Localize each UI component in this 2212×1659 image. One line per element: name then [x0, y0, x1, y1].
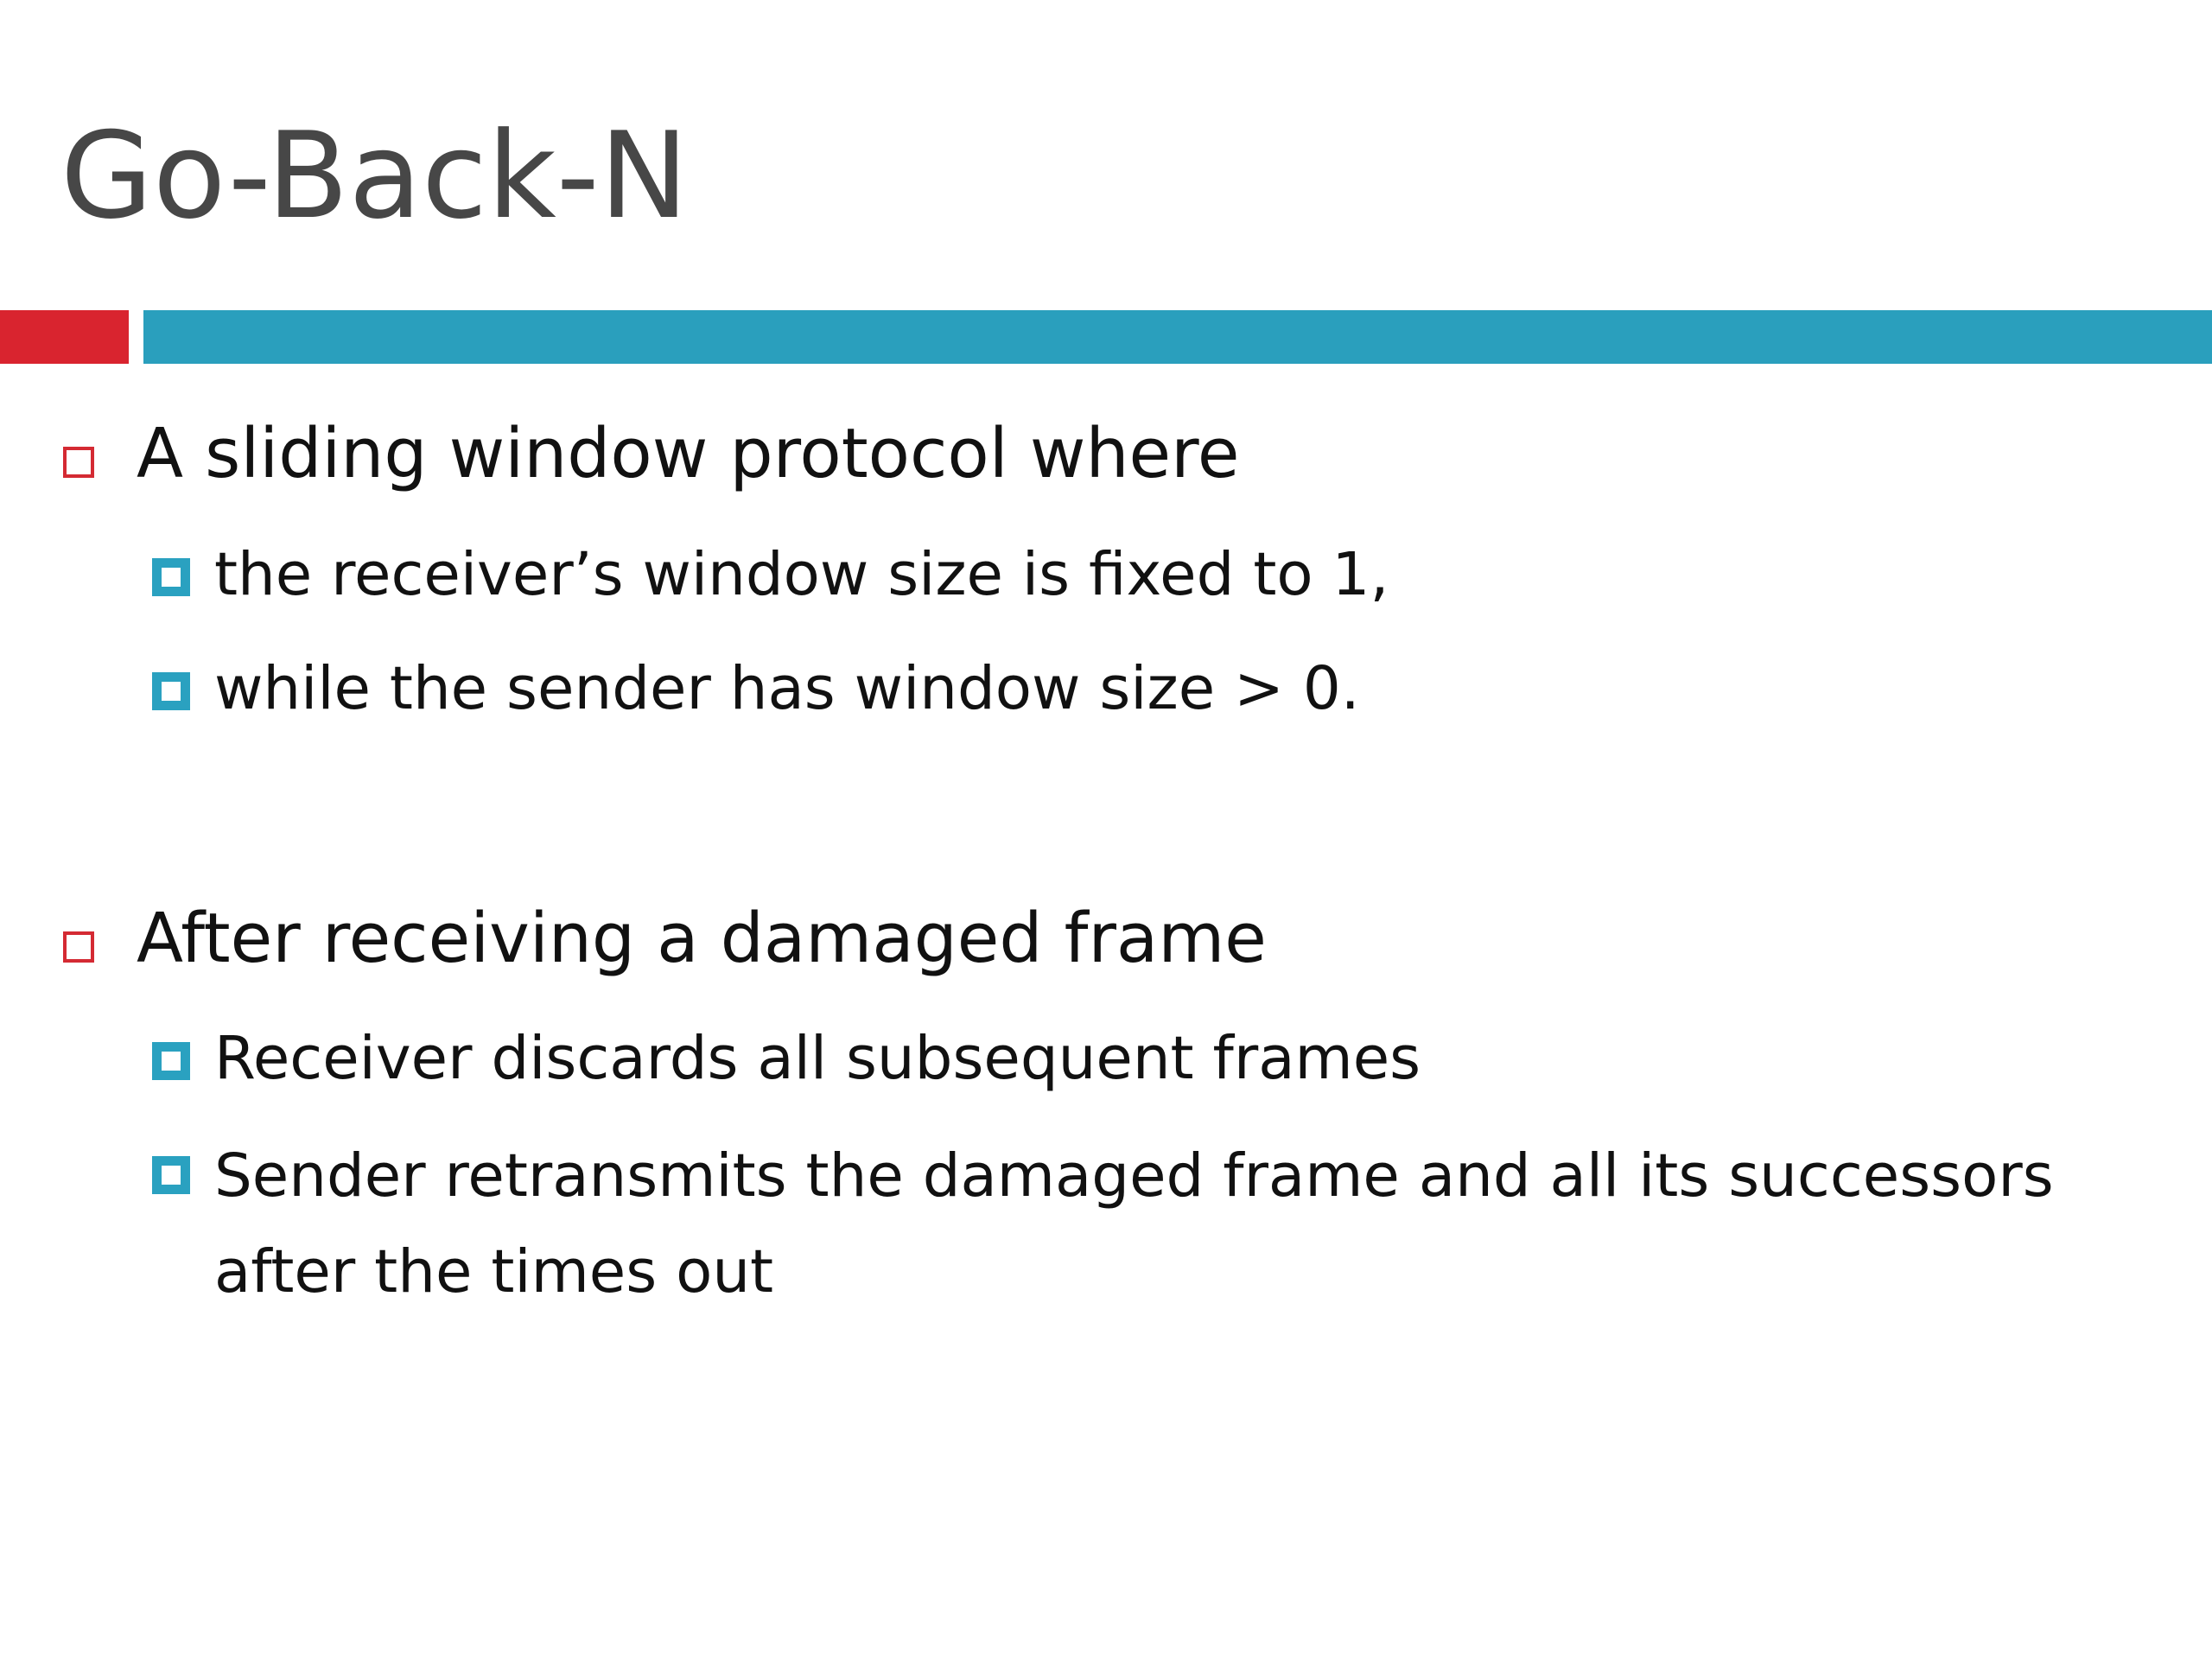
- slide-title: Go-Back-N: [60, 106, 689, 245]
- square-bullet-icon: [152, 558, 190, 596]
- square-bullet-icon: [152, 672, 190, 710]
- square-bullet-icon: [152, 1042, 190, 1080]
- bullet-level2-item: the receiver’s window size is fixed to 1,: [214, 540, 1389, 609]
- bullet-level2-item: Receiver discards all subsequent frames: [214, 1024, 1421, 1093]
- bullet-level2-item: Sender retransmits the damaged frame and all its successors after the times out: [214, 1141, 2054, 1306]
- square-bullet-icon: [152, 1156, 190, 1194]
- hollow-square-bullet-icon: [63, 447, 94, 478]
- bullet-level1-item: A sliding window protocol where: [137, 414, 1240, 493]
- hollow-square-bullet-icon: [63, 931, 94, 963]
- bullet-level2-item: while the sender has window size > 0.: [214, 654, 1360, 723]
- bullet-level1-item: After receiving a damaged frame: [137, 899, 1267, 978]
